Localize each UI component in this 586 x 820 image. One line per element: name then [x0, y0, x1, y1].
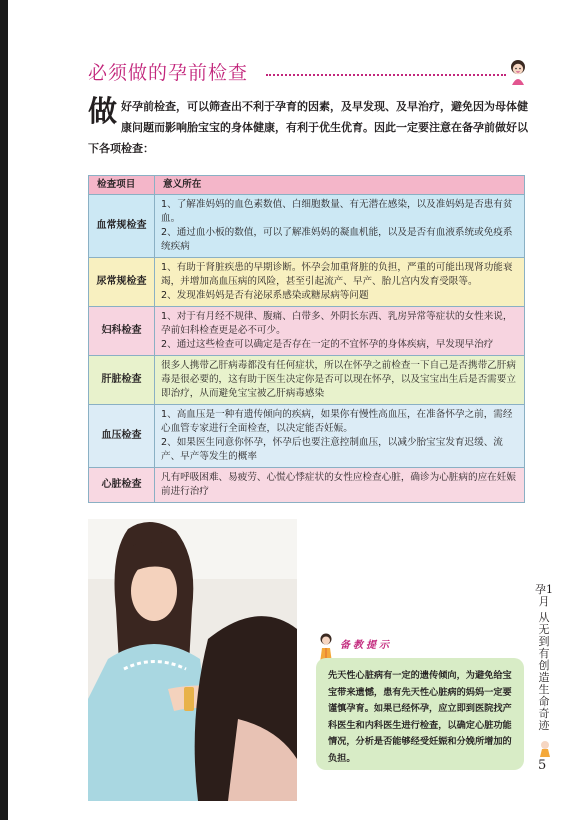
tips-text: 先天性心脏病有一定的遗传倾向，为避免给宝宝带来遗憾，患有先天性心脏病的妈妈一定要谨慎孕育。如果已经怀孕，应立即到医院找产科医生和内科医生进行检查，以确定心脏功能情况，分析是否能够经受妊娠和分娩所增加的负担。	[328, 670, 512, 764]
exam-meaning	[155, 307, 525, 356]
meaning-line: 很多人携带乙肝病毒都没有任何症状，所以在怀孕之前检查一下自己是否携带乙肝病毒是很必要的，这有助于医生决定你是否可以现在怀孕，以及宝宝出生后是否需要立即治疗，从而避免宝宝被乙肝病毒感染	[161, 360, 516, 399]
title-row	[88, 58, 528, 86]
checkup-photo-illustration	[88, 519, 297, 801]
exam-item-blood-pressure: 血压检查	[89, 405, 155, 468]
page-spine	[0, 0, 8, 820]
table-row	[89, 405, 525, 468]
page-number: 5	[538, 758, 547, 773]
intro-text: 好孕前检查，可以筛查出不利于孕育的因素，及早发现、及早治疗，避免因为母体健康问题而影响胎宝宝的身体健康，有利于优生优育。因此一定要注意在备孕前做好以下各项检查：	[88, 100, 529, 155]
exam-item-urine-routine: 尿常规检查	[89, 258, 155, 307]
header-item: 检查项目	[89, 176, 155, 195]
exam-meaning	[155, 468, 525, 503]
intro-paragraph	[88, 96, 528, 159]
exam-item-heart: 心脏检查	[89, 468, 155, 503]
table-row	[89, 195, 525, 258]
exam-item-gynecology: 妇科检查	[89, 307, 155, 356]
meaning-line: 1、高血压是一种有遗传倾向的疾病，如果你有慢性高血压，在准备怀孕之前，需经心血管专家进行全面检查，以决定能否妊娠。	[161, 409, 513, 434]
table-row	[89, 258, 525, 307]
baby-figure-icon	[538, 740, 552, 758]
exam-meaning	[155, 356, 525, 405]
checkup-photo	[88, 519, 297, 801]
side-month: 孕1月	[535, 583, 553, 608]
exam-item-liver: 肝脏检查	[89, 356, 155, 405]
meaning-line: 凡有呼吸困难、易疲劳、心慌心悸症状的女性应检查心脏，确诊为心脏病的应在妊娠前进行治疗	[161, 472, 516, 497]
meaning-line: 2、发现准妈妈是否有泌尿系感染或糖尿病等问题	[161, 290, 369, 301]
exam-meaning	[155, 195, 525, 258]
exam-table	[88, 175, 525, 503]
meaning-line: 1、对于有月经不规律、腹痛、白带多、外阴长东西、乳房异常等症状的女性来说，孕前妇科检查更是必不可少。	[161, 311, 513, 336]
exam-meaning	[155, 405, 525, 468]
meaning-line: 2、通过血小板的数值，可以了解准妈妈的凝血机能，以及是否有血液系统或免疫系统疾病	[161, 227, 513, 252]
exam-meaning	[155, 258, 525, 307]
meaning-line: 1、有助于肾脏疾患的早期诊断。怀孕会加重肾脏的负担，严重的可能出现肾功能衰竭，并增加高血压病的风险，甚至引起流产、早产、胎儿宫内发育受限等。	[161, 262, 513, 287]
meaning-line: 1、了解准妈妈的血色素数值、白细胞数量、有无潜在感染，以及准妈妈是否患有贫血。	[161, 199, 513, 224]
table-row	[89, 356, 525, 405]
intro-dropcap: 做	[88, 94, 118, 128]
exam-item-blood-routine: 血常规检查	[89, 195, 155, 258]
side-chapter-label	[534, 584, 554, 732]
header-meaning: 意义所在	[155, 176, 525, 195]
table-row	[89, 468, 525, 503]
title-dotted-rule	[266, 74, 506, 76]
page-title: 必须做的孕前检查	[88, 62, 249, 84]
meaning-line: 2、通过这些检查可以确定是否存在一定的不宜怀孕的身体疾病，早发现早治疗	[161, 339, 494, 350]
table-row	[89, 307, 525, 356]
meaning-line: 2、如果医生同意你怀孕，怀孕后也要注意控制血压，以减少胎宝宝发育迟缓、流产、早产等发生的概率	[161, 437, 503, 462]
side-subtitle: 从无到有创造生命奇迹	[538, 611, 550, 732]
tips-title: 备教提示	[340, 640, 392, 651]
exam-table-header-row	[89, 176, 525, 195]
girl-face-icon	[508, 58, 528, 86]
